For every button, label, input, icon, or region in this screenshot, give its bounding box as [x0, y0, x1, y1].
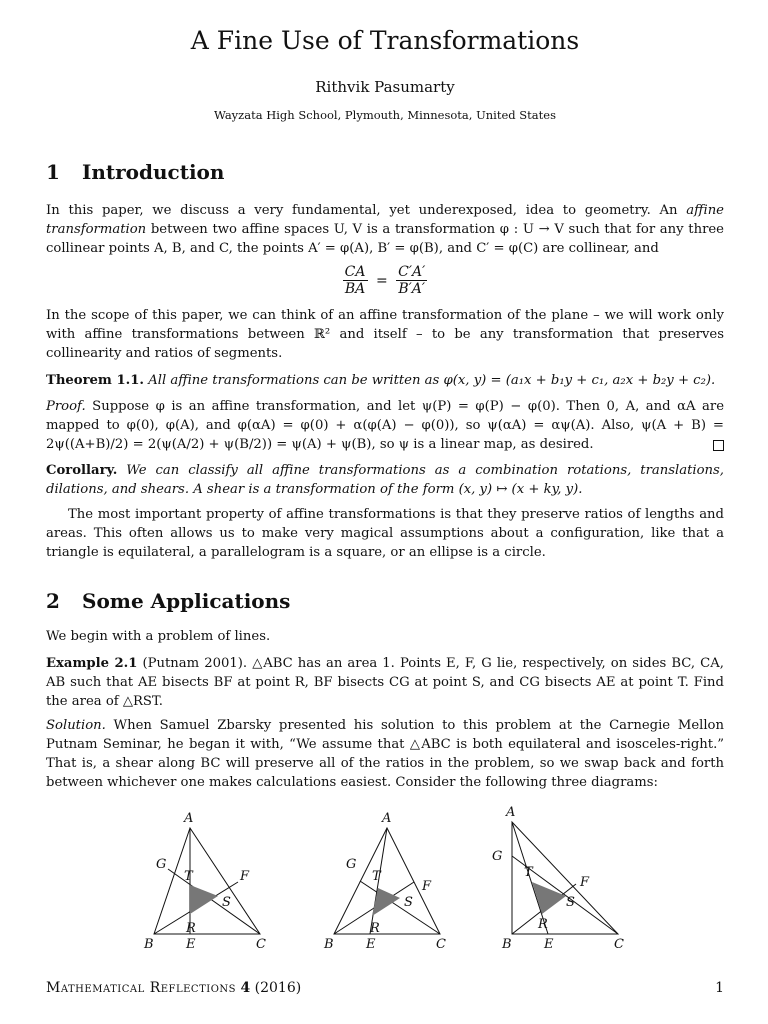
qed-box-icon	[713, 440, 724, 451]
section-title: Some Applications	[82, 589, 291, 613]
intro-p1-text-b: between two affine spaces U, V is a transformation φ : U → V such that for any three collinear points A, B, and C, the points A′ = φ(A), B′ = φ(B), and C′ = φ(C) are collinear, and	[46, 222, 724, 256]
theorem-1-1	[46, 371, 724, 390]
label-e: E	[366, 937, 376, 952]
corollary-text: We can classify all affine transformations as a combination rotations, translations, dilations, and shears. A shear is a transformation of the form (x, y) ↦ (x + ky, y).	[46, 463, 724, 497]
author-name: Rithvik Pasumarty	[315, 78, 455, 96]
equation-left-denominator: BA	[344, 281, 366, 297]
label-c: C	[436, 937, 446, 952]
journal-year: (2016)	[254, 980, 302, 996]
example-text: △ABC has an area 1. Points E, F, G lie, respectively, on sides BC, CA, AB such that AE bisects BF at point R, BF bisects CG at point S, and CG bisects AE at point T. Find the area of △RST.	[46, 656, 724, 709]
paper-title: A Fine Use of Transformations	[190, 26, 580, 55]
equation-left-numerator: CA	[344, 264, 366, 280]
corollary-label: Corollary.	[46, 463, 118, 478]
corollary	[46, 461, 724, 499]
triangle-diagram-3	[492, 798, 638, 958]
label-f: F	[240, 869, 250, 884]
label-s: S	[222, 895, 231, 910]
example-2-1	[46, 654, 724, 711]
intro-paragraph-1	[46, 201, 724, 258]
label-t: T	[524, 865, 533, 880]
label-g: G	[492, 849, 503, 864]
label-t: T	[372, 869, 381, 884]
label-c: C	[614, 937, 624, 952]
applications-paragraph-1: We begin with a problem of lines.	[46, 629, 271, 644]
proof-text: Suppose φ is an affine transformation, and let ψ(P) = φ(P) − φ(0). Then 0, A, and αA are mapped to φ(0), φ(A), and φ(αA) = φ(0) + α(φ(A) − φ(0)), so ψ(αA) = αψ(A). Also, ψ(A + B) = 2ψ((A+B)/2) = 2(ψ(A/2) + ψ(B/2)) = ψ(A) + ψ(B), so ψ is a linear map, as desired.	[46, 399, 724, 452]
proof-label: Proof.	[46, 399, 86, 414]
equation-right-numerator: C′A′	[398, 264, 426, 280]
ratio-equation	[46, 264, 724, 297]
label-a: A	[184, 811, 194, 826]
label-b: B	[144, 937, 154, 952]
label-c: C	[256, 937, 266, 952]
label-b: B	[502, 937, 512, 952]
equation-right-denominator: B′A′	[398, 281, 426, 297]
page-number: 1	[715, 980, 724, 996]
triangle-rst-shaded	[190, 885, 218, 914]
label-f: F	[422, 879, 432, 894]
label-r: R	[538, 917, 548, 932]
label-r: R	[186, 921, 196, 936]
journal-volume: 4	[240, 980, 251, 996]
section-title: Introduction	[82, 160, 225, 184]
page-footer	[46, 980, 724, 996]
section-heading-introduction	[46, 160, 224, 184]
label-s: S	[404, 895, 413, 910]
label-r: R	[370, 921, 380, 936]
label-g: G	[156, 857, 167, 872]
solution-text: When Samuel Zbarsky presented his solution to this problem at the Carnegie Mellon Putnam Seminar, he began it with, “We assume that △ABC is both equilateral and isosceles-right.” That is, a shear along BC will preserve all of the ratios in the problem, so we swap back and forth between whichever one makes calculations easiest. Consider the following three diagrams:	[46, 718, 724, 790]
equation-left-fraction	[343, 264, 368, 297]
solution-label: Solution.	[46, 718, 106, 733]
example-label: Example 2.1	[46, 656, 138, 671]
proof-paragraph	[46, 397, 724, 454]
example-source: (Putnam 2001).	[137, 656, 253, 671]
intro-paragraph-2: In the scope of this paper, we can think of an affine transformation of the plane – we will work only with affine transformations between ℝ² and itself – to be any transformation that preserves collinearity and ratios of segments.	[46, 308, 724, 361]
label-a: A	[506, 805, 516, 820]
label-f: F	[580, 875, 590, 890]
label-a: A	[382, 811, 392, 826]
theorem-label: Theorem 1.1.	[46, 373, 145, 388]
equation-equals: =	[375, 272, 388, 289]
theorem-text: All affine transformations can be written as φ(x, y) = (a₁x + b₁y + c₁, a₂x + b₂y + c₂).	[144, 373, 716, 388]
equation-right-fraction	[396, 264, 427, 297]
intro-p1-emphasis: affine transformation	[46, 203, 724, 237]
label-e: E	[544, 937, 554, 952]
section-heading-applications	[46, 589, 290, 613]
intro-p1-text-a: In this paper, we discuss a very fundamental, yet underexposed, idea to geometry. An	[46, 203, 687, 218]
section-number: 1	[46, 160, 60, 184]
intro-paragraph-3: The most important property of affine transformations is that they preserve ratios of lengths and areas. This often allows us to make very magical assumptions about a configuration, like that a triangle is equilateral, a parallelogram is a square, or an ellipse is a circle.	[46, 507, 724, 560]
triangle-rst-shaded	[532, 882, 566, 914]
author-affiliation: Wayzata High School, Plymouth, Minnesota, United States	[214, 108, 556, 122]
solution-paragraph	[46, 716, 724, 792]
triangle-diagram-2	[320, 808, 460, 958]
label-s: S	[566, 895, 575, 910]
label-b: B	[324, 937, 334, 952]
journal-name: Mathematical Reflections	[46, 980, 236, 996]
section-number: 2	[46, 589, 60, 613]
label-t: T	[184, 869, 193, 884]
label-g: G	[346, 857, 357, 872]
triangle-diagram-1	[140, 808, 280, 958]
label-e: E	[186, 937, 196, 952]
